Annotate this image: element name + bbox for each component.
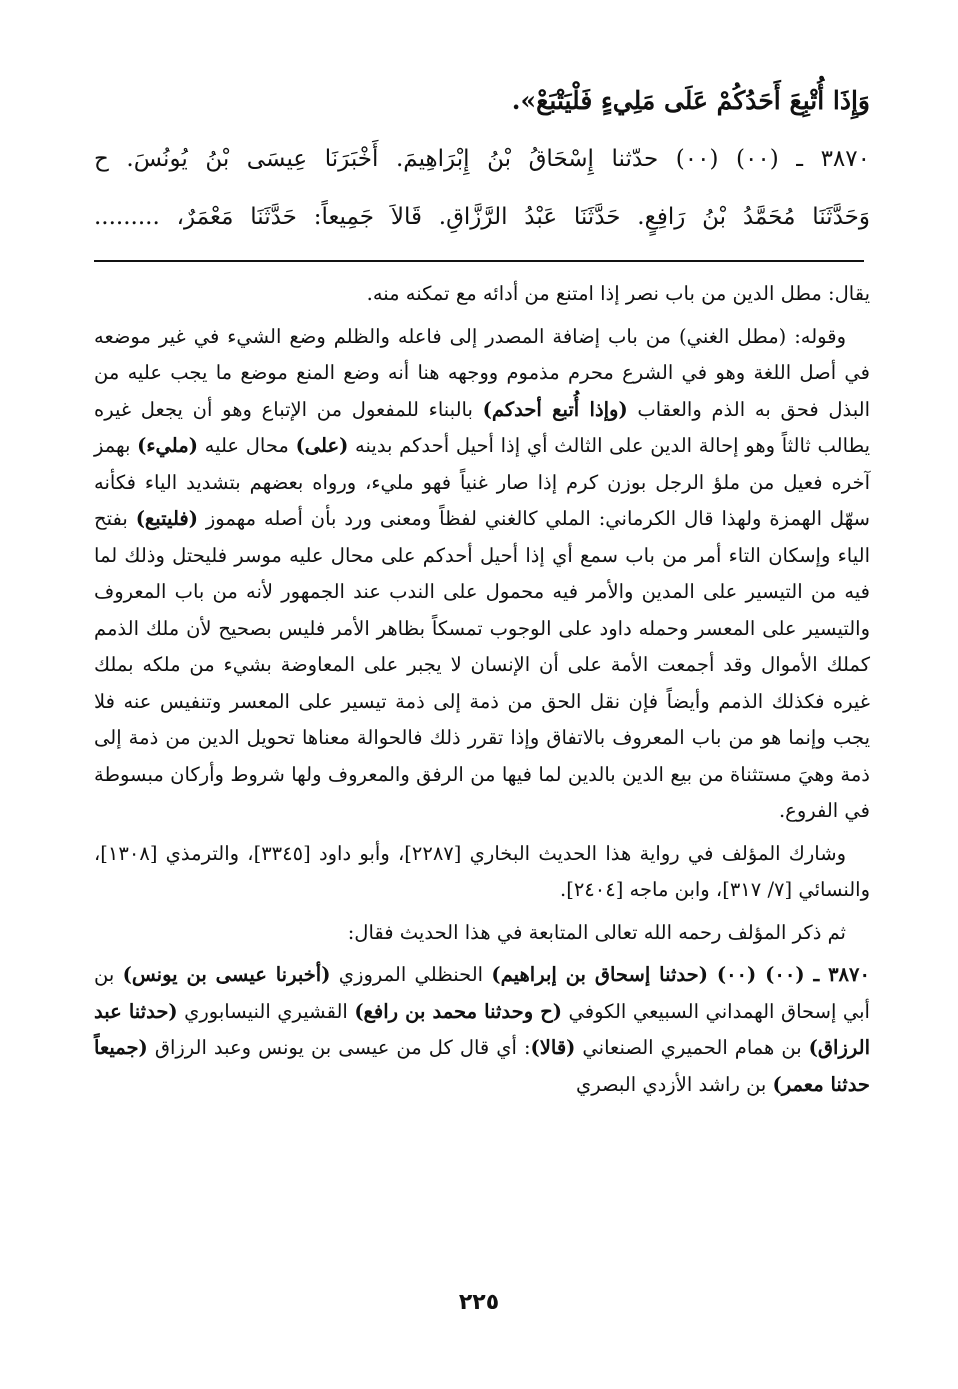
p5-bold-1: ٣٨٧٠ ـ (٠٠) (٠٠) (حدثنا إسحاق بن إبراهيم) [491, 963, 870, 986]
footnote-divider [94, 260, 864, 262]
p5-bold-4: (حدثنا عبد الرزاق) [94, 999, 870, 1059]
hadith-line-2: ٣٨٧٠ ـ (٠٠) (٠٠) حدّثنا إِسْحَاقُ بْنُ إِبْرَاهِيمَ. أَخْبَرَنَا عِيسَى بْنُ يُونُسَ. ح [94, 146, 870, 172]
p5-text-c: بن أبي إسحاق الهمداني السبيعي الكوفي [94, 963, 870, 1023]
hadith-line-1: وَإِذَا أُتْبِعَ أَحَدُكُمْ عَلَى مَلِيءٍ فَلْيَتْبَعْ». [511, 86, 870, 115]
p2-bold-1: (وإذا أُتبع أحدكم) [482, 397, 628, 421]
p2-text-a: وقوله: (مطل الغني) من باب إضافة المصدر إلى فاعله والظلم وضع الشيء في غير موضعه في أصل اللغة وهو في الشرع محرم مذموم ووجهه هنا أنه وضع المنع موضع ما يجب عليه من البذل فحق به الذم والعقاب [94, 324, 871, 421]
p5-bold-3: (ح وحدثنا محمد بن رافع) [354, 999, 563, 1023]
p5-text-e: بن همام الحميري الصنعاني [575, 1036, 809, 1059]
p2-text-f: بفتح الياء وإسكان التاء أمر من باب سمع أي إذا أحيل أحدكم على محال عليه موسر فليحتل وذلك لما فيه من التيسير على المدين والأمر فيه محمول على الندب عند الجمهور لأنه من باب المعروف والتيسير على المعسر وحمله داود على الوجوب تمسكاً بظاهر الأمر فليس بصحيح لأن ملك الذمم كملك الأموال وقد أجمعت الأمة على أن الإنسان لا يجبر على المعاوضة بشيء من ملكه بملك غيره فكذلك الذمم وأيضاً فإن نقل الحق من ذمة إلى ذمة تيسير على المعسر وتنفيس عنه فلا يجب وإنما هو من باب المعروف بالاتفاق وإذا تقرر ذلك فالحوالة معناها تحويل الدين من ذمة إلى ذمة وهيَ مستثناة من بيع الدين بالدين لما فيها من الرفق والمعروف ولها شروط وأركان مبسوطة في الفروع. [94, 507, 870, 822]
p5-text-d: القشيري النيسابوري [177, 999, 355, 1023]
p2-bold-2: (على) [295, 434, 349, 457]
p2-text-c: بالبناء للمفعول من الإتباع وهو أن يجعل غيره يطالب ثالثاً وهو إحالة الدين على الثالث أي إذا أحيل أحدكم بدينه [94, 397, 870, 457]
commentary-paragraph-2 [94, 319, 870, 830]
hadith-line-3: وَحَدَّثَنَا مُحَمَّدُ بْنُ رَافِعٍ. حَدَّثَنَا عَبْدُ الرَّزَّاقِ. قَالاَ جَمِيعاً: حَدَّثَنَا مَعْمَرٌ، ......... [94, 204, 870, 230]
commentary-paragraph-5 [94, 957, 870, 1103]
p2-text-d: محال عليه [197, 434, 296, 457]
p2-text-e: بهمز آخره فعيل من ملؤ الرجل بوزن كرم إذا صار غنياً فهو مليء، ورواه بعضهم بتشديد الياء فكأنه سهّل الهمزة ولهذا قال الكرماني: الملي كالغني لفظاً ومعنى ورد بأن أصله مهموز [94, 434, 870, 530]
commentary-paragraph-4: ثم ذكر المؤلف رحمه الله تعالى المتابعة في هذا الحديث فقال: [347, 920, 846, 944]
p5-bold-2: (أخبرنا عيسى بن يونس) [122, 963, 331, 986]
commentary-paragraph-3: وشارك المؤلف في رواية هذا الحديث البخاري [٢٢٨٧]، وأبو داود [٣٣٤٥]، والترمذي [١٣٠٨]، والنسائي [٧/ ٣١٧]، وابن ماجه [٢٤٠٤]. [94, 841, 870, 901]
commentary [94, 276, 870, 1103]
page-content [94, 72, 870, 1109]
p5-text-a: الحنظلي المروزي [330, 963, 492, 986]
commentary-paragraph-1: يقال: مطل الدين من باب نصر إذا امتنع من أدائه مع تمكنه منه. [366, 282, 870, 305]
p2-bold-3: (مليء) [137, 434, 198, 457]
p2-bold-4: (فليتبع) [135, 507, 198, 530]
page-number: ٢٢٥ [458, 1290, 500, 1315]
p5-bold-6: (جميعاً حدثنا معمر) [94, 1036, 870, 1096]
hadith-text [94, 72, 870, 246]
p5-text-g: بن راشد الأزدي البصري [575, 1072, 773, 1096]
p5-text-f: : أي قال كل من عيسى بن يونس وعبد الرزاق [147, 1036, 531, 1059]
p5-bold-5: (قالا) [530, 1036, 576, 1059]
